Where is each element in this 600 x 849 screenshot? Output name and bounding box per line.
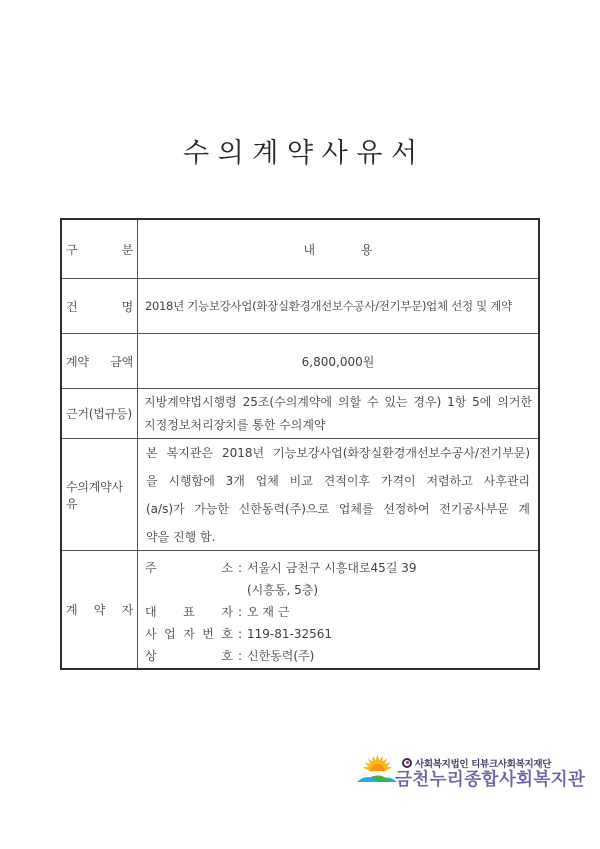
- foundation-name: 사회복지법인 티뷰크사회복지재단: [415, 758, 552, 770]
- subject-label-cell: [62, 279, 138, 333]
- legal-basis-line-1: 지방계약법시행령 25조(수의계약에 의할 수 있는 경우) 1항 5에 의거한: [144, 394, 532, 409]
- legal-basis-line-2: 지정정보처리장치를 통한 수의계약: [144, 417, 326, 432]
- contractor-address-line-2: [145, 579, 532, 601]
- table-row-reason: [62, 438, 538, 550]
- legal-basis-label-cell: [62, 389, 138, 438]
- reason-line-4: 약을 진행 함.: [146, 529, 216, 544]
- organization-logo: [357, 751, 585, 789]
- sun-mountain-logo-icon: [357, 751, 398, 789]
- header-label-cell: [62, 220, 138, 278]
- amount-value: 6,800,000원: [301, 354, 375, 369]
- contractor-company-name-line: [145, 645, 532, 667]
- reason-line-3: (a/s)가 가능한 신한동력(주)으로 업체를 선정하여 전기공사부문 계: [146, 501, 530, 516]
- address-field-value: 서울시 금천구 시흥대로45길 39: [247, 561, 417, 575]
- representative-field-separator: :: [237, 605, 243, 619]
- legal-basis-value-cell: [138, 389, 538, 438]
- header-label: 구 분: [66, 242, 133, 257]
- representative-field-label: 대 표 자: [145, 605, 233, 619]
- business-number-field-value: 119-81-32561: [247, 627, 333, 641]
- amount-label: 계약 금액: [66, 354, 133, 369]
- contractor-label: 계 약 자: [66, 603, 133, 617]
- header-value: 내 용: [303, 242, 373, 257]
- table-row-amount: [62, 333, 538, 388]
- representative-field-value: 오 재 근: [247, 605, 290, 619]
- contractor-address-line: [145, 557, 532, 579]
- company-name-field-value: 신한동력(주): [247, 649, 315, 663]
- business-number-field-separator: :: [237, 627, 243, 641]
- address-field-label: 주 소: [145, 561, 233, 575]
- organization-name: 금천누리종합사회복지관: [395, 769, 586, 790]
- contractor-label-cell: [62, 551, 138, 668]
- subject-value-cell: [138, 279, 538, 333]
- contractor-value-cell: [138, 551, 538, 668]
- table-row-header: [62, 220, 538, 278]
- reason-label-cell: [62, 439, 138, 550]
- legal-basis-label: 근거(법규등): [66, 407, 132, 421]
- address2-field-value: (시흥동, 5층): [247, 583, 318, 597]
- business-number-field-label: 사 업 자 번 호: [145, 627, 233, 641]
- organization-logo-text: [395, 756, 585, 789]
- reason-value-cell: [138, 439, 538, 550]
- table-row-contractor: [62, 550, 538, 668]
- amount-label-cell: [62, 334, 138, 388]
- amount-value-cell: [138, 334, 538, 388]
- contract-reason-table: [60, 218, 540, 670]
- header-value-cell: [138, 220, 538, 278]
- subject-value: 2018년 기능보강사업(화장실환경개선보수공사/전기부문)업체 선정 및 계약: [145, 299, 512, 313]
- foundation-seal-icon: [402, 758, 412, 768]
- table-row-subject: [62, 278, 538, 333]
- address-field-separator: :: [237, 561, 243, 575]
- company-name-field-label: 상 호: [145, 649, 233, 663]
- reason-line-1: 본 복지관은 2018년 기능보강사업(화장실환경개선보수공사/전기부문): [146, 445, 530, 460]
- page-title: 수 의 계 약 사 유 서: [182, 138, 418, 169]
- subject-label: 건 명: [66, 299, 133, 314]
- foundation-name-line: [402, 756, 551, 770]
- contractor-representative-line: [145, 601, 532, 623]
- reason-label: 수의계약사유: [66, 479, 123, 511]
- company-name-field-separator: :: [237, 649, 243, 663]
- table-row-legal-basis: [62, 388, 538, 438]
- reason-line-2: 을 시행함에 3개 업체 비교 견적이후 가격이 저렴하고 사후관리: [146, 473, 530, 488]
- contractor-business-number-line: [145, 623, 532, 645]
